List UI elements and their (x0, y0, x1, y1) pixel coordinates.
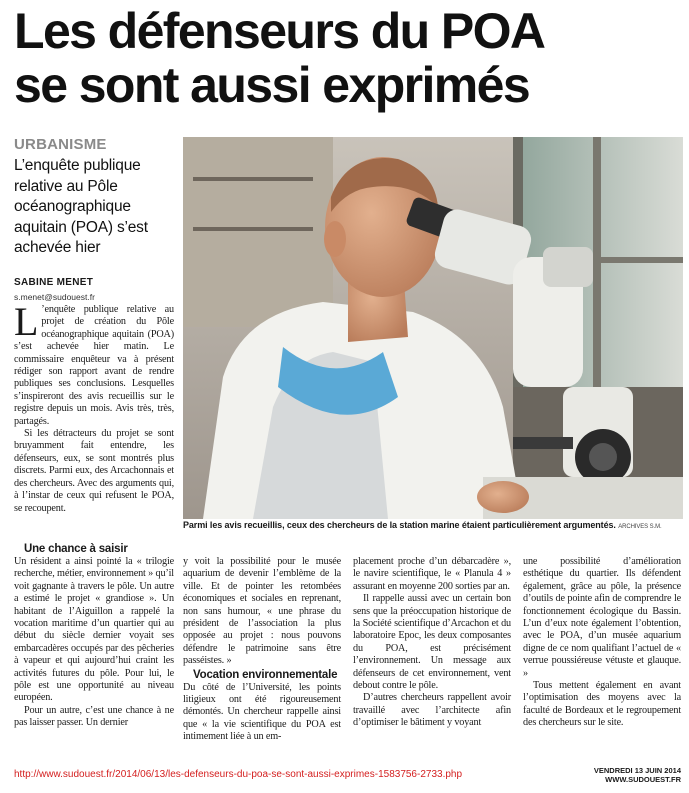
headline-line-2: se sont aussi exprimés (14, 57, 530, 113)
photo-credit: ARCHIVES S.M. (618, 524, 662, 530)
byline-author: SABINE MENET (14, 277, 94, 288)
paragraph: Du côté de l’Université, les points litigieux ont été rigoureusement démontés. Un chercheur rappelle ainsi que « la vie scientifique du POA est intimement liée à un em- (183, 681, 341, 743)
edition-date: VENDREDI 13 JUIN 2014 (593, 766, 681, 775)
paragraph: Si les détracteurs du projet se sont bruyamment fait entendre, les défenseurs, eux, se sont montrés plus discrets. Parmi eux, des Arcachonnais et des chercheurs. Avec des arguments qui, à l’instar de ceux qui refusent le POA, se recoupent. (14, 428, 174, 514)
headline (14, 4, 684, 112)
paragraph: placement proche d’un débarcadère », le navire scientifique, le « Planula 4 » assurant en moyenne 200 sorties par an. (353, 556, 511, 592)
paragraph: y voit la possibilité pour le musée aquarium de devenir l’emblème de la ville. Et de pointer les retombées économiques et sociales en reprenant, non sans humour, « une phrase du président de l’association la plus opposée au projet : nous pouvons défendre le patrimoine sans être passéistes. » (183, 556, 341, 667)
paragraph: D’autres chercheurs rappellent avoir travaillé avec l’architecte afin d’optimiser le bâtiment y voyant (353, 692, 511, 729)
article-column-1 (14, 299, 174, 515)
headline-line-1: Les défenseurs du POA (14, 3, 545, 59)
drop-cap: L (14, 299, 39, 344)
paragraph: Il rappelle aussi avec un certain bon sens que la préoccupation historique de la Société scientifique d’Arcachon et du laboratoire Epoc, les deux composantes du POA, est précisément l’environnement. Un message aux défenseurs de cet environnement, vent debout contre le pôle. (353, 593, 511, 692)
article-column-4 (523, 556, 681, 730)
deck: L’enquête publique relative au Pôle océanographique aquitain (POA) s’est achevée hier (14, 157, 148, 256)
article-column-1-lower (14, 542, 174, 730)
caption-text: Parmi les avis recueillis, ceux des chercheurs de la station marine étaient particulièrement argumentés. (183, 520, 616, 530)
paragraph (14, 299, 174, 428)
rubric: URBANISME (14, 136, 107, 153)
byline-email[interactable]: s.menet@sudouest.fr (14, 292, 95, 302)
article-column-3 (353, 556, 511, 730)
paragraph: Tous mettent également en avant l’optimisation des moyens avec la faculté de Bordeaux et le regroupement des chercheurs sur le site. (523, 680, 681, 729)
article-column-2 (183, 556, 341, 744)
paragraph: Un résident a ainsi pointé la « trilogie recherche, métier, environnement » qu’il voit gagnante à travers le pôle. Un autre a estimé le projet « grandiose ». Un habitant de l’Aiguillon a rappelé la vocation maritime d’un quartier qui au début du siècle dernier voyait ses embarcadères occupés par des pêcheries à vapeur et qui aujourd’hui craint les activités futures du pôle. Pour lui, le pôle est une opportunité au niveau européen. (14, 556, 174, 704)
site-name: WWW.SUDOUEST.FR (605, 775, 681, 784)
subhead: Vocation environnementale (193, 668, 338, 681)
paragraph: Pour un autre, c’est une chance à ne pas laisser passer. Un dernier (14, 704, 174, 729)
paragraph-text: ’enquête publique relative au projet de création du Pôle océanographique aquitain (POA) s’est achevée hier matin. Le commissaire enquêteur va à présent rédiger son rapport avant de rendre publiques ses conclusions. Lesquelles s’inspireront des avis recueillis sur le registre depuis un mois. Avis très, très, partagés. (14, 304, 174, 427)
photo-caption (183, 520, 683, 534)
article-photo (183, 137, 683, 519)
edition-date-block (594, 766, 681, 784)
subhead: Une chance à saisir (24, 543, 128, 555)
paragraph: une possibilité d’amélioration esthétique du quartier. Ils défendent également, grâce au pôle, la présence d’outils de pointe afin de comprendre le fonctionnement écologique du Bassin. L’un d’eux note également l’obtention, avec le POA, d’un musée aquarium digne de ce nom qualifiant l’actuel de « verrue poussiéreuse vétuste et glauque. » (523, 556, 681, 679)
scientist-microscope-illustration (183, 137, 683, 519)
source-url[interactable]: http://www.sudouest.fr/2014/06/13/les-defenseurs-du-poa-se-sont-aussi-exprimes-1583756-2733.php (14, 769, 463, 780)
